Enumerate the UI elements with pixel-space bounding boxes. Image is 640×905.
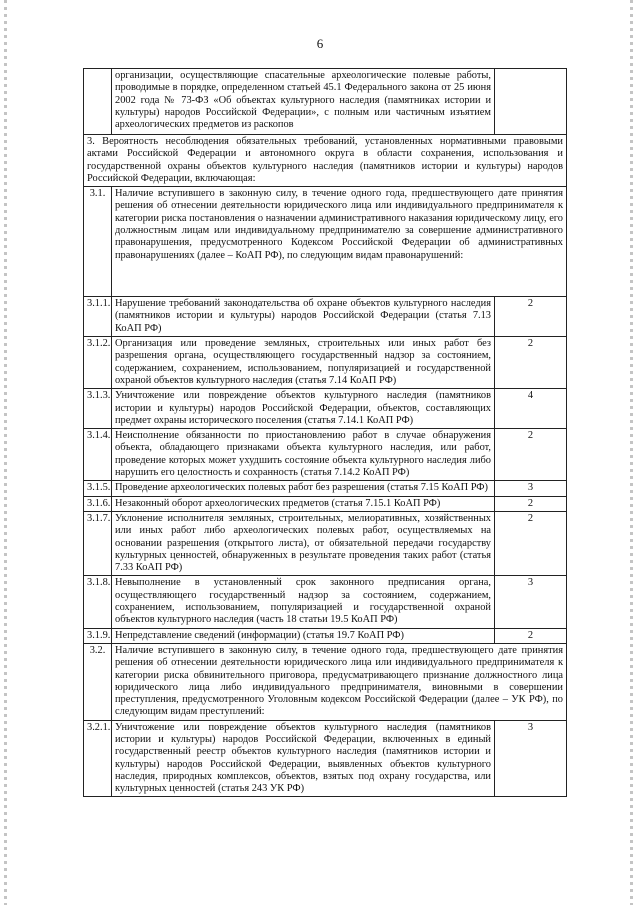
row-text: Уничтожение или повреждение объектов культурного наследия (памятников истории и культуры) народов Российской Федерации, объектов, составляющих предмет охраны исторического поселения (статья 7.14.1 КоАП РФ) xyxy=(112,389,495,429)
table-row xyxy=(84,429,567,481)
table-row xyxy=(84,69,567,135)
row-text: Проведение археологических полевых работ без разрешения (статья 7.15 КоАП РФ) xyxy=(112,481,495,496)
table-row xyxy=(84,496,567,511)
row-number: 3.1.4. xyxy=(84,429,112,481)
row-text: Непредставление сведений (информации) (статья 19.7 КоАП РФ) xyxy=(112,628,495,643)
table-row xyxy=(84,628,567,643)
table-row xyxy=(84,337,567,389)
table-row xyxy=(84,511,567,575)
row-text: Уничтожение или повреждение объектов культурного наследия (памятников истории и культуры) народов Российской Федерации, включенных в единый государственный реестр объектов культурного наследия (памятников истории и культуры) народов Российской Федерации, выявленных объектов культурного наследия, природных комплексов, объектов, взятых под охрану государства, или культурных ценностей (статья 243 УК РФ) xyxy=(112,720,495,797)
table-row xyxy=(84,720,567,797)
page-number: 6 xyxy=(316,36,324,51)
table-row xyxy=(84,187,567,297)
scan-left-edge xyxy=(4,0,7,905)
table-row xyxy=(84,481,567,496)
row-number: 3.2. xyxy=(84,643,112,720)
table-row xyxy=(84,389,567,429)
row-number: 3.1.6. xyxy=(84,496,112,511)
row-text: Незаконный оборот археологических предметов (статья 7.15.1 КоАП РФ) xyxy=(112,496,495,511)
row-value: 3 xyxy=(495,481,567,496)
section-heading-row xyxy=(84,135,567,187)
table-row xyxy=(84,297,567,337)
row-text: Организация или проведение земляных, строительных или иных работ без разрешения органа, осуществляющего государственный надзор за состоянием, содержанием, сохранением, использованием, популяризацией и государственной охраной объектов культурного наследия (статья 7.14 КоАП РФ) xyxy=(112,337,495,389)
row-value: 2 xyxy=(495,511,567,575)
row-value: 3 xyxy=(495,576,567,628)
row-number-cell xyxy=(84,69,112,135)
row-text: Неисполнение обязанности по приостановлению работ в случае обнаружения объекта, обладающего признаками объекта культурного наследия, или работ, проведение которых может ухудшить состояние объекта культурного наследия либо нарушить его целостность и сохранность (статья 7.14.2 КоАП РФ) xyxy=(112,429,495,481)
row-number: 3.1.2. xyxy=(84,337,112,389)
row-value: 4 xyxy=(495,389,567,429)
row-value: 2 xyxy=(495,628,567,643)
row-number: 3.1.5. xyxy=(84,481,112,496)
row-value: 2 xyxy=(495,337,567,389)
row-value xyxy=(495,69,567,135)
row-number: 3.1.3. xyxy=(84,389,112,429)
row-value: 2 xyxy=(495,496,567,511)
table-row xyxy=(84,643,567,720)
row-number: 3.2.1. xyxy=(84,720,112,797)
row-text: Уклонение исполнителя земляных, строительных, мелиоративных, хозяйственных или иных работ либо археологических полевых работ, осуществляемых на основании разрешения (открытого листа), от обязательной передачи государству культурных ценностей, обнаруженных в результате проведения таких работ (статья 7.33 КоАП РФ) xyxy=(112,511,495,575)
section-heading: 3. Вероятность несоблюдения обязательных требований, установленных нормативными правовыми актами Российской Федерации и автономного округа в области сохранения, использования и государственной охраны объектов культурного наследия (памятников истории и культуры) народов Российской Федерации, включающая: xyxy=(84,135,567,187)
row-text: Наличие вступившего в законную силу, в течение одного года, предшествующего дате принятия решения об отнесении деятельности юридического лица или индивидуального предпринимателя к категории риска постановления о назначении административного наказания юридическому лицу, его должностным лицам или индивидуальному предпринимателю за совершение административного правонарушения, предусмотренного Кодексом Российской Федерации об административных правонарушениях (далее – КоАП РФ), по следующим видам правонарушений: xyxy=(112,187,567,297)
row-value: 2 xyxy=(495,297,567,337)
row-value: 3 xyxy=(495,720,567,797)
scan-right-edge xyxy=(630,0,633,905)
row-number: 3.1.1. xyxy=(84,297,112,337)
table-row xyxy=(84,576,567,628)
row-text: Наличие вступившего в законную силу, в течение одного года, предшествующего дате принятия решения об отнесении деятельности юридического лица или индивидуального предпринимателя к категории риска обвинительного приговора, предусматривающего признание должностного лица юридического лица либо индивидуального предпринимателя, виновными в совершении преступления, предусмотренного Уголовным кодексом Российской Федерации (далее – УК РФ), по следующим видам преступлений: xyxy=(112,643,567,720)
row-number: 3.1.7. xyxy=(84,511,112,575)
row-text: организации, осуществляющие спасательные археологические полевые работы, проводимые в порядке, определенном статьей 45.1 Федерального закона от 25 июня 2002 года № 73-ФЗ «Об объектах культурного наследия (памятниках истории и культуры) народов Российской Федерации», с полным или частичным изъятием археологических предметов из раскопов xyxy=(112,69,495,135)
row-number: 3.1. xyxy=(84,187,112,297)
risk-criteria-table xyxy=(83,68,567,797)
row-number: 3.1.8. xyxy=(84,576,112,628)
row-value: 2 xyxy=(495,429,567,481)
row-number: 3.1.9. xyxy=(84,628,112,643)
row-text: Невыполнение в установленный срок законного предписания органа, осуществляющего государственный надзор за состоянием, содержанием, сохранением, использованием, популяризацией и государственной охраной объектов культурного наследия (часть 18 статьи 19.5 КоАП РФ) xyxy=(112,576,495,628)
row-text: Нарушение требований законодательства об охране объектов культурного наследия (памятников истории и культуры) народов Российской Федерации (статья 7.13 КоАП РФ) xyxy=(112,297,495,337)
